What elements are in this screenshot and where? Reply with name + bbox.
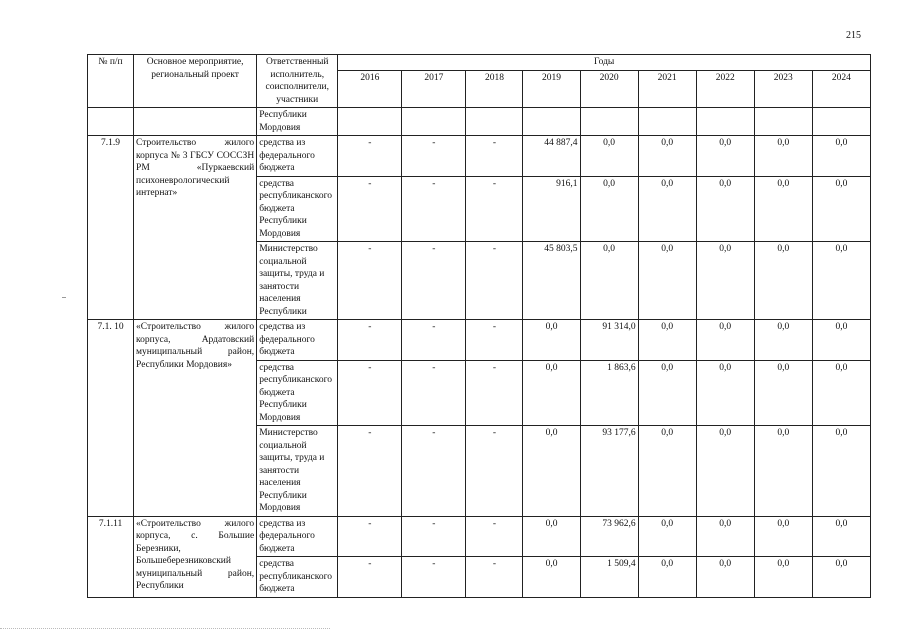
header-year: 2016	[338, 70, 402, 107]
value-cell: 0,0	[696, 360, 754, 426]
cell	[134, 108, 257, 136]
value-cell: -	[402, 242, 466, 320]
value-cell: 0,0	[812, 176, 870, 242]
value-cell: 916,1	[523, 176, 580, 242]
value-cell: 0,0	[754, 242, 812, 320]
header-year: 2019	[523, 70, 580, 107]
cell	[523, 108, 580, 136]
value-cell: -	[466, 320, 523, 361]
value-cell: -	[338, 242, 402, 320]
header-year: 2020	[580, 70, 638, 107]
cell	[338, 108, 402, 136]
table-header	[88, 55, 871, 108]
executor-cell: средства из федерального бюджета	[257, 320, 338, 361]
value-cell: 0,0	[638, 516, 696, 557]
value-cell: 0,0	[812, 426, 870, 517]
executor-cell: средства республиканского бюджета Республики Мордовия	[257, 176, 338, 242]
value-cell: 0,0	[812, 557, 870, 598]
value-cell: 0,0	[638, 320, 696, 361]
value-cell: 0,0	[754, 516, 812, 557]
value-cell: -	[466, 176, 523, 242]
value-cell: -	[466, 136, 523, 177]
cell	[754, 108, 812, 136]
table-row	[88, 516, 871, 557]
cell	[466, 108, 523, 136]
value-cell: 0,0	[696, 557, 754, 598]
cell	[402, 108, 466, 136]
value-cell: 0,0	[754, 360, 812, 426]
row-code: 7.1.9	[88, 136, 134, 320]
value-cell: -	[338, 176, 402, 242]
row-code: 7.1. 10	[88, 320, 134, 517]
value-cell: -	[402, 426, 466, 517]
scan-noise	[0, 628, 330, 629]
value-cell: 1 863,6	[580, 360, 638, 426]
header-year: 2021	[638, 70, 696, 107]
value-cell: -	[338, 557, 402, 598]
scan-mark	[62, 297, 66, 298]
header-year: 2018	[466, 70, 523, 107]
value-cell: 0,0	[754, 136, 812, 177]
executor-cell: средства республиканского бюджета	[257, 557, 338, 598]
activity-cell: «Строительство жилого корпуса, с. Большие Березники, Большеберезниковский муниципальный район, Республики	[134, 516, 257, 597]
table-row	[88, 136, 871, 177]
value-cell: 0,0	[696, 136, 754, 177]
table-row	[88, 108, 871, 136]
value-cell: 45 803,5	[523, 242, 580, 320]
value-cell: 73 962,6	[580, 516, 638, 557]
value-cell: 0,0	[523, 557, 580, 598]
cell	[88, 108, 134, 136]
value-cell: 0,0	[523, 360, 580, 426]
value-cell: 93 177,6	[580, 426, 638, 517]
value-cell: 0,0	[696, 426, 754, 517]
value-cell: 0,0	[638, 242, 696, 320]
value-cell: 0,0	[812, 516, 870, 557]
value-cell: 0,0	[812, 242, 870, 320]
value-cell: 0,0	[812, 320, 870, 361]
value-cell: -	[402, 320, 466, 361]
header-executor: Ответственный исполнитель, соисполнители, участники	[257, 55, 338, 108]
value-cell: 0,0	[523, 426, 580, 517]
value-cell: 0,0	[754, 426, 812, 517]
value-cell: -	[402, 516, 466, 557]
value-cell: -	[466, 242, 523, 320]
header-year: 2024	[812, 70, 870, 107]
executor-cell: средства республиканского бюджета Республики Мордовия	[257, 360, 338, 426]
value-cell: 1 509,4	[580, 557, 638, 598]
value-cell: 0,0	[812, 360, 870, 426]
budget-table	[87, 54, 871, 598]
value-cell: -	[402, 136, 466, 177]
value-cell: -	[338, 360, 402, 426]
page-number: 215	[846, 30, 861, 41]
cell	[580, 108, 638, 136]
value-cell: 0,0	[638, 557, 696, 598]
value-cell: 0,0	[696, 176, 754, 242]
cell	[638, 108, 696, 136]
value-cell: 91 314,0	[580, 320, 638, 361]
table-row	[88, 320, 871, 361]
activity-cell: Строительство жилого корпуса № 3 ГБСУ СОССЗН РМ «Пуркаевский психоневрологический интернат»	[134, 136, 257, 320]
executor-cell: Министерство социальной защиты, труда и занятости населения Республики	[257, 242, 338, 320]
cell	[696, 108, 754, 136]
value-cell: -	[466, 516, 523, 557]
value-cell: 0,0	[696, 516, 754, 557]
value-cell: -	[402, 360, 466, 426]
value-cell: 0,0	[523, 516, 580, 557]
header-year: 2023	[754, 70, 812, 107]
value-cell: -	[402, 176, 466, 242]
value-cell: 0,0	[638, 426, 696, 517]
value-cell: -	[338, 426, 402, 517]
value-cell: -	[466, 426, 523, 517]
value-cell: 0,0	[754, 557, 812, 598]
activity-cell: «Строительство жилого корпуса, Ардатовский муниципальный район, Республики Мордовия»	[134, 320, 257, 517]
header-activity: Основное мероприятие, региональный проект	[134, 55, 257, 108]
value-cell: 0,0	[638, 176, 696, 242]
value-cell: 0,0	[696, 242, 754, 320]
header-year: 2022	[696, 70, 754, 107]
header-year: 2017	[402, 70, 466, 107]
value-cell: 0,0	[638, 136, 696, 177]
header-num: № п/п	[88, 55, 134, 108]
value-cell: 0,0	[812, 136, 870, 177]
executor-cell: Министерство социальной защиты, труда и занятости населения Республики Мордовия	[257, 426, 338, 517]
value-cell: -	[466, 360, 523, 426]
header-years: Годы	[338, 55, 871, 71]
row-code: 7.1.11	[88, 516, 134, 597]
value-cell: 0,0	[580, 176, 638, 242]
value-cell: 44 887,4	[523, 136, 580, 177]
executor-cell: средства из федерального бюджета	[257, 136, 338, 177]
value-cell: 0,0	[754, 176, 812, 242]
value-cell: 0,0	[638, 360, 696, 426]
executor-cell: средства из федерального бюджета	[257, 516, 338, 557]
value-cell: 0,0	[580, 242, 638, 320]
value-cell: 0,0	[754, 320, 812, 361]
value-cell: -	[338, 320, 402, 361]
value-cell: -	[402, 557, 466, 598]
value-cell: 0,0	[523, 320, 580, 361]
value-cell: -	[338, 516, 402, 557]
value-cell: -	[338, 136, 402, 177]
value-cell: 0,0	[580, 136, 638, 177]
cell	[812, 108, 870, 136]
value-cell: -	[466, 557, 523, 598]
value-cell: 0,0	[696, 320, 754, 361]
executor-cell: Республики Мордовия	[257, 108, 338, 136]
